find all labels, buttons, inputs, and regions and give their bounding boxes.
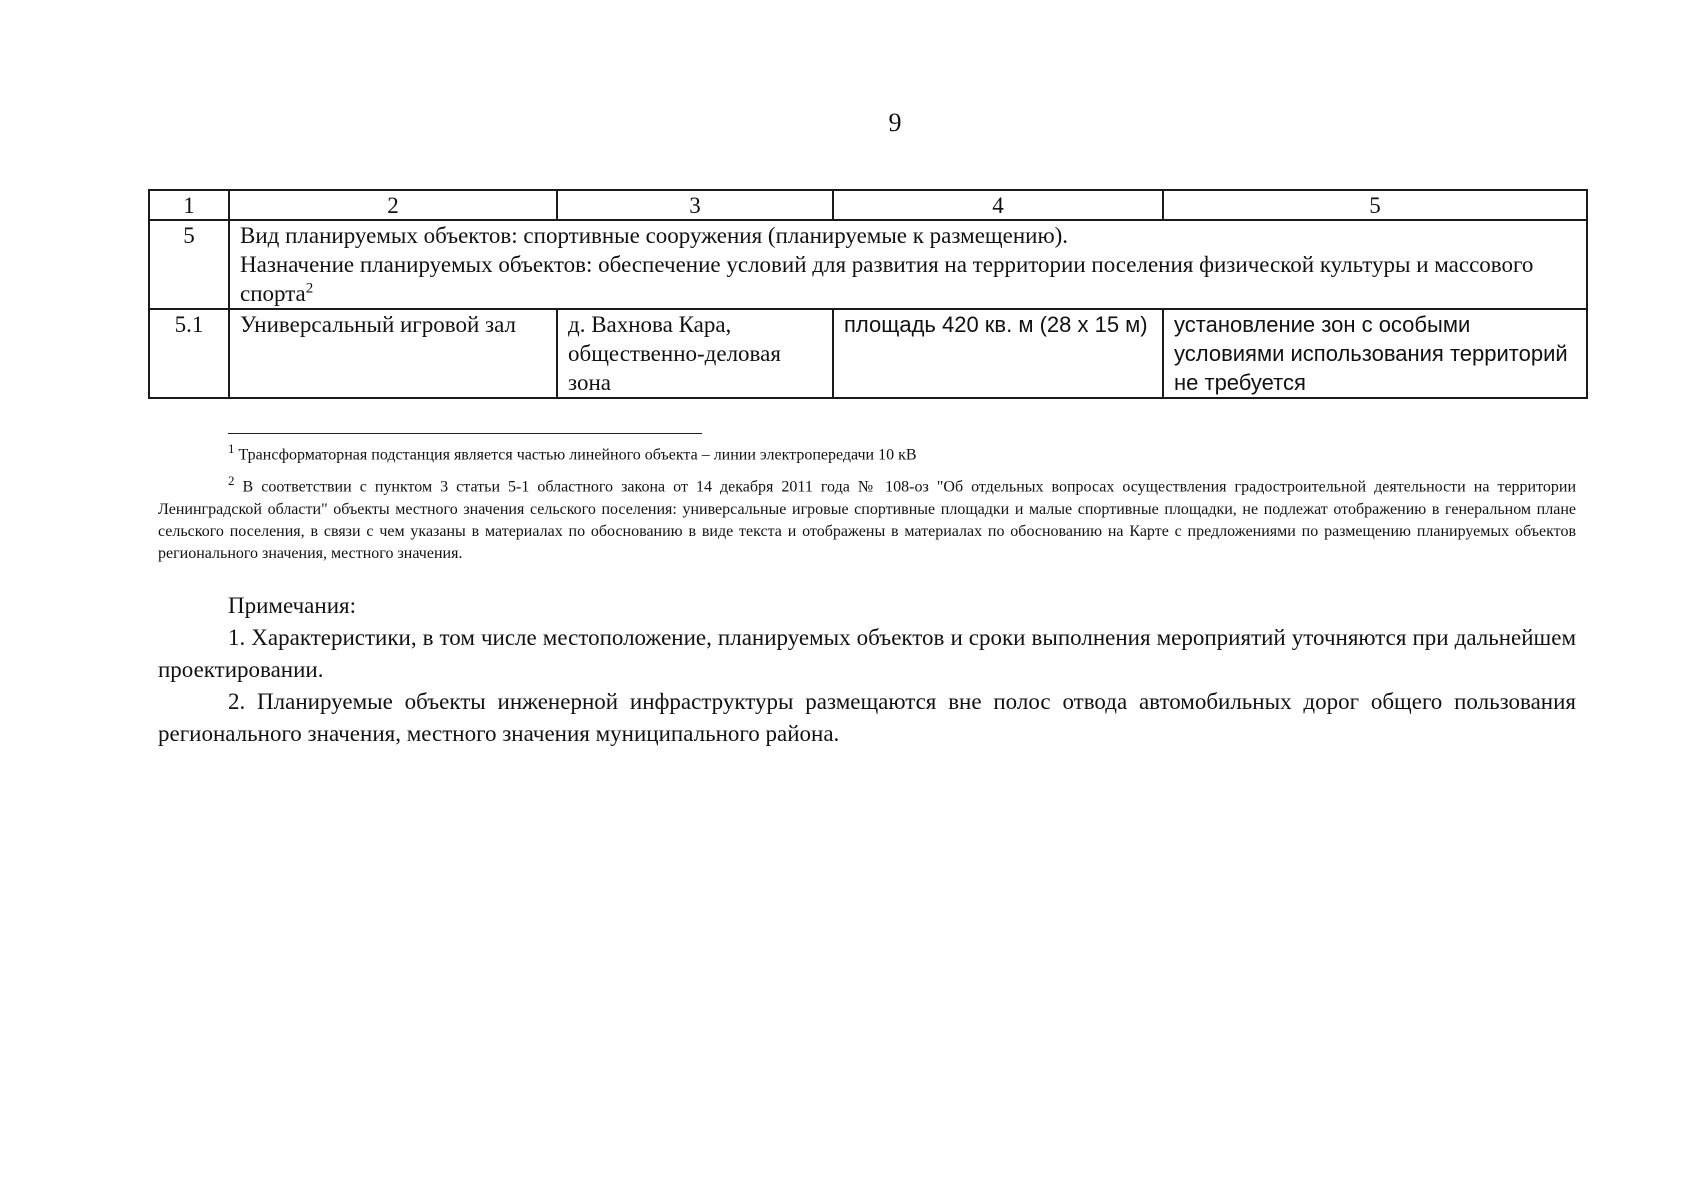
column-header: 2 bbox=[229, 190, 557, 220]
zones-cell: установление зон с особыми условиями использования территорий не требуется bbox=[1163, 309, 1587, 398]
note-item: 1. Характеристики, в том числе местоположение, планируемых объектов и сроки выполнения мероприятий уточняются при дальнейшем проектировании. bbox=[158, 625, 1576, 682]
group-number: 5 bbox=[149, 220, 229, 309]
column-header: 5 bbox=[1163, 190, 1587, 220]
location-cell: д. Вахнова Кара, общественно-деловая зона bbox=[557, 309, 833, 398]
footnote-1 bbox=[158, 438, 1576, 466]
column-header: 3 bbox=[557, 190, 833, 220]
footnote-text: В соответствии с пунктом 3 статьи 5-1 областного закона от 14 декабря 2011 года № 108-оз "Об отдельных вопросах осуществления градостроительной деятельности на территории Ленинградской области" объекты местного значения сельского поселения: универсальные игровые спортивные площадки и малые спортивные площадки, не подлежат отображению в генеральном плане сельского поселения, в связи с чем указаны в материалах по обоснованию в виде текста и отображены в материалах по обоснованию на Карте с предложениями по размещению планируемых объектов регионального значения, местного значения. bbox=[158, 478, 1577, 562]
group-description bbox=[229, 220, 1587, 309]
footnote-text: Трансформаторная подстанция является частью линейного объекта – линии электропередачи 10 кВ bbox=[238, 446, 917, 464]
column-header: 1 bbox=[149, 190, 229, 220]
characteristics-cell: площадь 420 кв. м (28 х 15 м) bbox=[833, 309, 1163, 398]
group-row bbox=[149, 220, 1587, 309]
column-header: 4 bbox=[833, 190, 1163, 220]
group-purpose-line bbox=[240, 250, 1576, 308]
notes-section bbox=[158, 590, 1576, 750]
row-number: 5.1 bbox=[149, 309, 229, 398]
group-purpose-text: Назначение планируемых объектов: обеспечение условий для развития на территории поселения физической культуры и массового спорта bbox=[240, 252, 1534, 306]
object-name-cell: Универсальный игровой зал bbox=[229, 309, 557, 398]
footnote-mark: 1 bbox=[228, 441, 235, 456]
notes-title: Примечания: bbox=[228, 593, 356, 618]
page-number: 9 bbox=[888, 108, 902, 137]
footnote-reference: 2 bbox=[305, 280, 314, 297]
footnote-mark: 2 bbox=[228, 473, 235, 489]
table-row bbox=[149, 309, 1587, 398]
footnotes bbox=[158, 438, 1576, 569]
planned-objects-table bbox=[148, 189, 1588, 399]
footnote-divider bbox=[228, 433, 702, 434]
note-item: 2. Планируемые объекты инженерной инфраструктуры размещаются вне полос отвода автомобильных дорог общего пользования регионального значения, местного значения муниципального района. bbox=[158, 689, 1576, 746]
group-type-line: Вид планируемых объектов: спортивные сооружения (планируемые к размещению). bbox=[240, 223, 1069, 248]
table-header-row bbox=[149, 190, 1587, 220]
footnote-2 bbox=[158, 470, 1576, 564]
